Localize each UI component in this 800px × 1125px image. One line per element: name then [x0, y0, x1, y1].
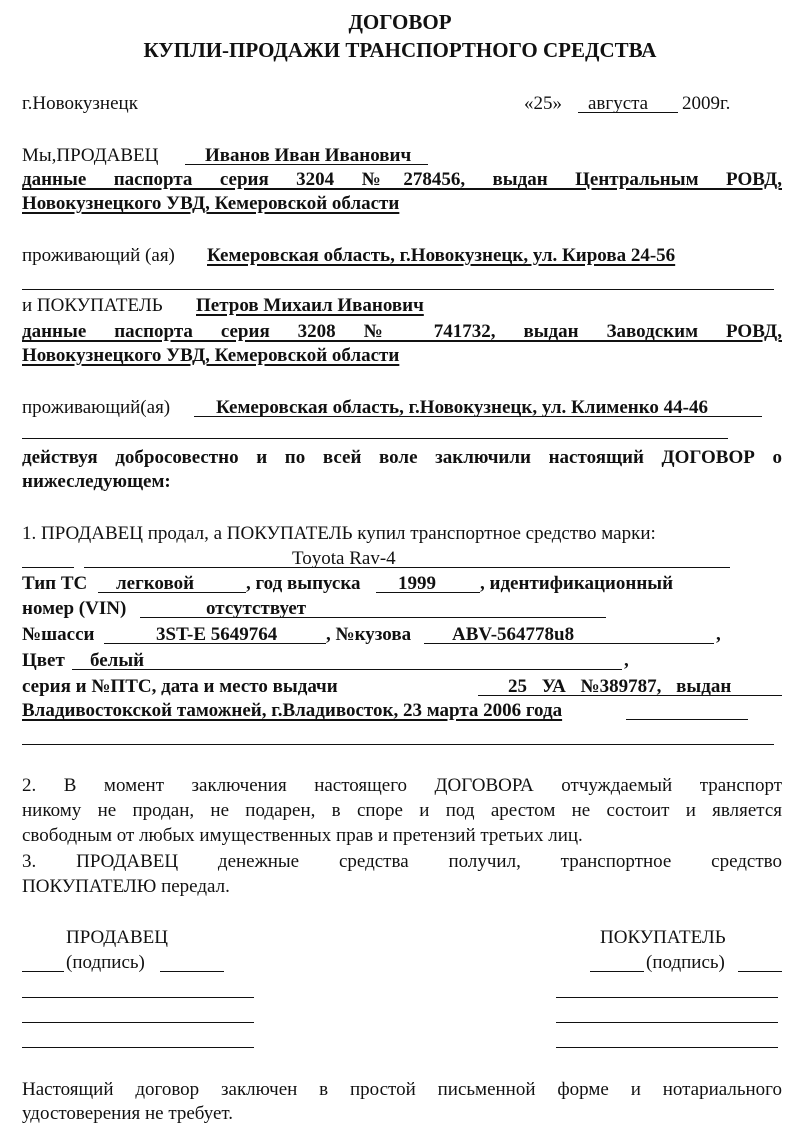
seller-label: Мы,ПРОДАВЕЦ [22, 145, 159, 166]
seller-name: Иванов Иван Иванович [205, 145, 412, 166]
vehicle-color: белый [90, 650, 145, 671]
footer-line-1: Настоящий договор заключен в простой письменной форме и нотариального [22, 1079, 782, 1100]
intro-text: действуя добросовестно и по всей воле заключили настоящий ДОГОВОР о [22, 447, 782, 468]
seller-signature-title: ПРОДАВЕЦ [66, 927, 168, 948]
clause-3-line-2: ПОКУПАТЕЛЮ передал. [22, 876, 230, 897]
vehicle-type: легковой [116, 573, 195, 594]
intro-text-2: нижеследующем: [22, 471, 171, 492]
buyer-passport-issuer: Новокузнецкого УВД, Кемеровской области [22, 345, 400, 366]
date-day: «25» [524, 93, 562, 114]
chassis-label: №шасси [22, 624, 95, 645]
buyer-residence-label: проживающий(ая) [22, 397, 171, 418]
seller-residence: Кемеровская область, г.Новокузнецк, ул. Кирова 24-56 [207, 245, 676, 266]
body-label: , №кузова [326, 624, 412, 645]
seller-passport: данные паспорта серия 3204 №278456, выдан Центральным РОВД, [22, 169, 782, 190]
buyer-label: и ПОКУПАТЕЛЬ [22, 295, 163, 316]
pts-label: серия и №ПТС, дата и место выдачи [22, 676, 338, 697]
buyer-signature-title: ПОКУПАТЕЛЬ [600, 927, 726, 948]
pts-number: 25 УА №389787, выдан [508, 676, 732, 697]
buyer-signature-label: (подпись) [646, 952, 725, 973]
color-label: Цвет [22, 650, 65, 671]
body-number: ABV-564778u8 [452, 624, 575, 645]
contract-title: ДОГОВОР [348, 10, 452, 34]
seller-residence-label: проживающий (ая) [22, 245, 175, 266]
vehicle-year: 1999 [398, 573, 436, 594]
clause-2-line-3: свободным от любых имущественных прав и претензий третьих лиц. [22, 825, 583, 846]
vin-label-suffix: , идентификационный [480, 573, 674, 594]
pts-issuer: Владивостокской таможней, г.Владивосток, 23 марта 2006 года [22, 700, 563, 721]
buyer-name: Петров Михаил Иванович [196, 295, 424, 316]
vehicle-brand: Toyota Rav-4 [292, 548, 396, 569]
year-label: , год выпуска [246, 573, 361, 594]
clause-3-line-1: 3. ПРОДАВЕЦ денежные средства получил, транспортное средство [22, 851, 782, 872]
contract-subtitle: КУПЛИ-ПРОДАЖИ ТРАНСПОРТНОГО СРЕДСТВА [143, 38, 657, 62]
chassis-number: 3ST-E 5649764 [156, 624, 278, 645]
buyer-passport: данные паспорта серия 3208 № 741732, выдан Заводским РОВД, [22, 321, 782, 342]
vehicle-type-label: Тип ТС [22, 573, 88, 594]
clause-2-line-1: 2. В момент заключения настоящего ДОГОВОРА отчуждаемый транспорт [22, 775, 782, 796]
vin-value: отсутствует [206, 598, 307, 619]
clause-2-line-2: никому не продан, не подарен, в споре и под арестом не состоит и является [22, 800, 782, 821]
date-month: августа [588, 93, 649, 114]
buyer-residence: Кемеровская область, г.Новокузнецк, ул. Клименко 44-46 [216, 397, 708, 418]
clause-1-text: 1. ПРОДАВЕЦ продал, а ПОКУПАТЕЛЬ купил транспортное средство марки: [22, 523, 656, 544]
seller-passport-issuer: Новокузнецкого УВД, Кемеровской области [22, 193, 400, 214]
date-year: 2009г. [682, 93, 731, 114]
vin-label: номер (VIN) [22, 598, 127, 619]
footer-line-2: удостоверения не требует. [22, 1103, 234, 1124]
seller-signature-label: (подпись) [66, 952, 145, 973]
city: г.Новокузнецк [22, 93, 138, 114]
